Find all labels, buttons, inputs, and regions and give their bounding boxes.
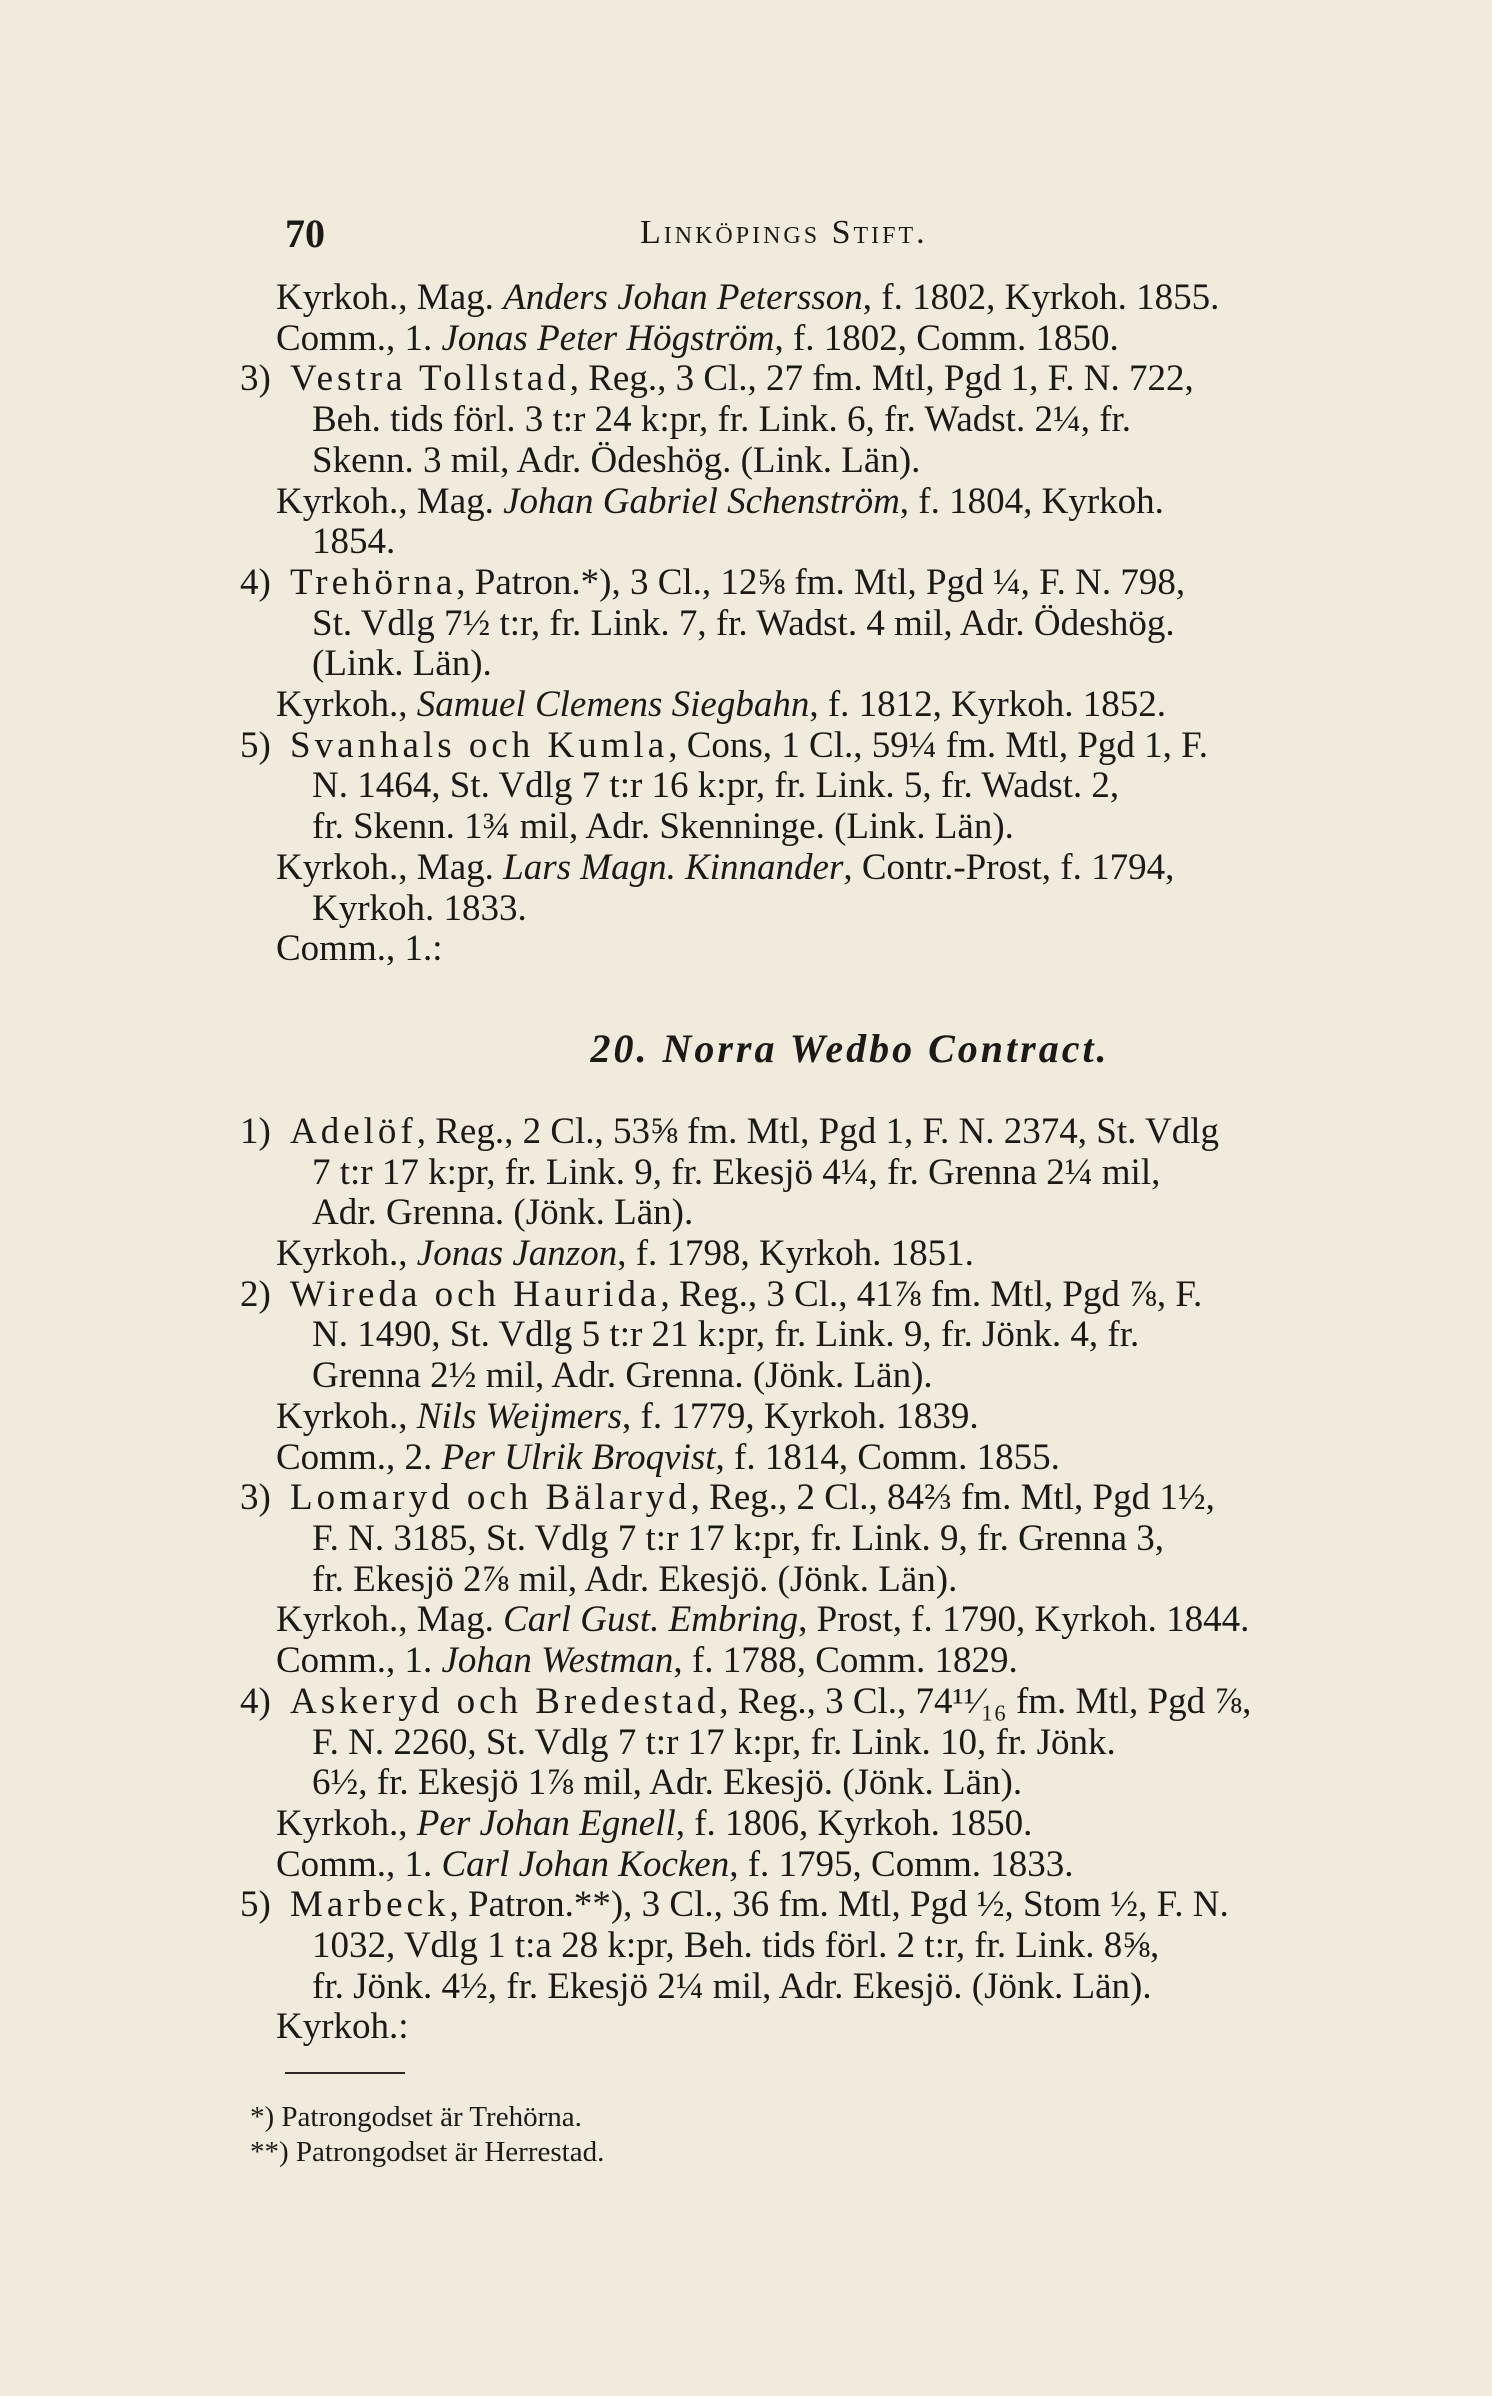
text-line: Kyrkoh., Mag. Lars Magn. Kinnander, Contr.-Prost, f. 1794, bbox=[276, 846, 1175, 888]
text-line: 7 t:r 17 k:pr, fr. Link. 9, fr. Ekesjö 4¼, fr. Grenna 2¼ mil, bbox=[312, 1151, 1161, 1193]
page-number: 70 bbox=[285, 211, 325, 256]
text-line: Comm., 1.: bbox=[276, 928, 443, 970]
footnote-rule bbox=[285, 2072, 405, 2074]
text-line: Comm., 1. Johan Westman, f. 1788, Comm. 1829. bbox=[276, 1640, 1018, 1682]
text-line: Adr. Grenna. (Jönk. Län). bbox=[312, 1192, 694, 1234]
text-line: St. Vdlg 7½ t:r, fr. Link. 7, fr. Wadst. 4 mil, Adr. Ödeshög. bbox=[312, 602, 1175, 644]
text-line: Beh. tids förl. 3 t:r 24 k:pr, fr. Link. 6, fr. Wadst. 2¼, fr. bbox=[312, 399, 1132, 441]
parish-entry-3: 3) Lomaryd och Bälaryd, Reg., 2 Cl., 84⅔ fm. Mtl, Pgd 1½, bbox=[240, 1477, 1215, 1519]
parish-entry-4: 4) Trehörna, Patron.*), 3 Cl., 12⅝ fm. Mtl, Pgd ¼, F. N. 798, bbox=[240, 561, 1186, 603]
text-line: fr. Jönk. 4½, fr. Ekesjö 2¼ mil, Adr. Ekesjö. (Jönk. Län). bbox=[312, 1965, 1152, 2007]
text-line: Kyrkoh.: bbox=[276, 2006, 409, 2048]
text-line: Kyrkoh., Jonas Janzon, f. 1798, Kyrkoh. 1851. bbox=[276, 1233, 974, 1275]
text-line: Kyrkoh., Per Johan Egnell, f. 1806, Kyrkoh. 1850. bbox=[276, 1802, 1033, 1844]
footnote-2: **) Patrongodset är Herrestad. bbox=[250, 2136, 605, 2168]
parish-entry-5: 5) Svanhals och Kumla, Cons, 1 Cl., 59¼ fm. Mtl, Pgd 1, F. bbox=[240, 724, 1209, 766]
footnotes bbox=[240, 2072, 1240, 2170]
parish-entry-1: 1) Adelöf, Reg., 2 Cl., 53⅝ fm. Mtl, Pgd 1, F. N. 2374, St. Vdlg bbox=[240, 1110, 1219, 1152]
text-line: Comm., 2. Per Ulrik Broqvist, f. 1814, Comm. 1855. bbox=[276, 1436, 1060, 1478]
text-line: Kyrkoh., Nils Weijmers, f. 1779, Kyrkoh. 1839. bbox=[276, 1395, 979, 1437]
text-line: Kyrkoh., Mag. Johan Gabriel Schenström, f. 1804, Kyrkoh. bbox=[276, 480, 1164, 522]
text-line: Kyrkoh., Samuel Clemens Siegbahn, f. 1812, Kyrkoh. 1852. bbox=[276, 684, 1166, 726]
text-line: Kyrkoh. 1833. bbox=[312, 887, 527, 929]
text-line: (Link. Län). bbox=[312, 643, 492, 685]
text-line: Comm., 1. Carl Johan Kocken, f. 1795, Comm. 1833. bbox=[276, 1843, 1074, 1885]
parish-entry-2: 2) Wireda och Haurida, Reg., 3 Cl., 41⅞ fm. Mtl, Pgd ⅞, F. bbox=[240, 1273, 1203, 1315]
text-line: fr. Skenn. 1¾ mil, Adr. Skenninge. (Link. Län). bbox=[312, 806, 1014, 848]
text-line: F. N. 2260, St. Vdlg 7 t:r 17 k:pr, fr. Link. 10, fr. Jönk. bbox=[312, 1721, 1116, 1763]
text-line: 1854. bbox=[312, 521, 396, 563]
running-title: Linköpings Stift. bbox=[640, 214, 928, 251]
text-line: Comm., 1. Jonas Peter Högström, f. 1802, Comm. 1850. bbox=[276, 317, 1119, 359]
parish-entry-5: 5) Marbeck, Patron.**), 3 Cl., 36 fm. Mtl, Pgd ½, Stom ½, F. N. bbox=[240, 1884, 1229, 1926]
text-line: fr. Ekesjö 2⅞ mil, Adr. Ekesjö. (Jönk. Län). bbox=[312, 1558, 958, 1600]
entry-block-20 bbox=[240, 1112, 1420, 2048]
page-body bbox=[240, 278, 1420, 2048]
text-line: F. N. 3185, St. Vdlg 7 t:r 17 k:pr, fr. Link. 9, fr. Grenna 3, bbox=[312, 1517, 1164, 1559]
page-header bbox=[285, 210, 1425, 266]
parish-entry-4: 4) Askeryd och Bredestad, Reg., 3 Cl., 74¹¹⁄₁₆ fm. Mtl, Pgd ⅞, bbox=[240, 1680, 1252, 1722]
entry-block-19 bbox=[240, 278, 1420, 970]
text-line: 1032, Vdlg 1 t:a 28 k:pr, Beh. tids förl. 2 t:r, fr. Link. 8⅝, bbox=[312, 1925, 1160, 1967]
text-line: Grenna 2½ mil, Adr. Grenna. (Jönk. Län). bbox=[312, 1355, 933, 1397]
parish-entry-3: 3) Vestra Tollstad, Reg., 3 Cl., 27 fm. Mtl, Pgd 1, F. N. 722, bbox=[240, 358, 1194, 400]
text-line: Skenn. 3 mil, Adr. Ödeshög. (Link. Län). bbox=[312, 439, 921, 481]
text-line: N. 1490, St. Vdlg 5 t:r 21 k:pr, fr. Link. 9, fr. Jönk. 4, fr. bbox=[312, 1314, 1140, 1356]
section-title: 20. Norra Wedbo Contract. bbox=[590, 1025, 1110, 1071]
text-line: Kyrkoh., Mag. Carl Gust. Embring, Prost, f. 1790, Kyrkoh. 1844. bbox=[276, 1599, 1250, 1641]
footnote-1: *) Patrongodset är Trehörna. bbox=[250, 2101, 582, 2133]
section-gap bbox=[240, 970, 1420, 1025]
text-line: Kyrkoh., Mag. Anders Johan Petersson, f. 1802, Kyrkoh. 1855. bbox=[276, 277, 1220, 318]
text-line: N. 1464, St. Vdlg 7 t:r 16 k:pr, fr. Link. 5, fr. Wadst. 2, bbox=[312, 765, 1120, 807]
text-line: 6½, fr. Ekesjö 1⅞ mil, Adr. Ekesjö. (Jönk. Län). bbox=[312, 1762, 1023, 1804]
